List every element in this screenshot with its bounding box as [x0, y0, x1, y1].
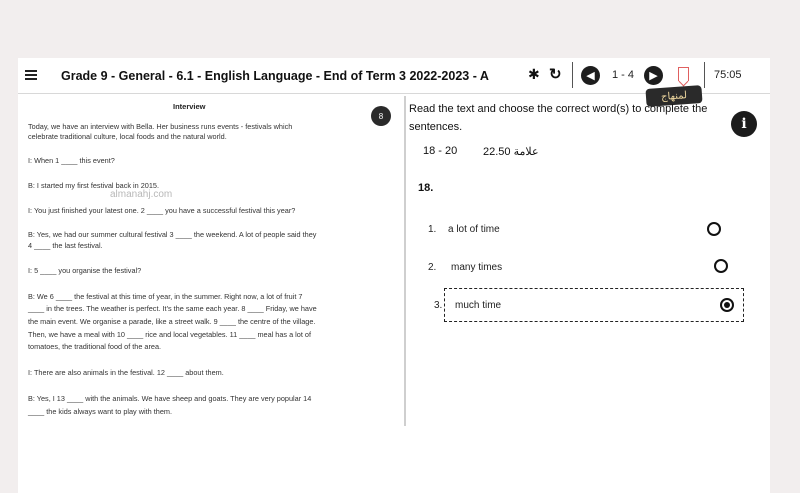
toolbar-divider: [704, 62, 705, 88]
option-label[interactable]: a lot of time: [448, 224, 500, 235]
option-number: 2.: [428, 262, 437, 273]
passage-line: 4 ____ the last festival.: [28, 241, 103, 250]
pane-divider[interactable]: [404, 96, 406, 426]
passage-line: tomatoes, the traditional food of the area.: [28, 342, 162, 351]
option-number: 3.: [434, 300, 443, 311]
exam-title: Grade 9 - General - 6.1 - English Language - End of Term 3 2022-2023 - A: [61, 69, 489, 83]
timer: 75:05: [714, 69, 742, 81]
option-radio[interactable]: [707, 222, 721, 236]
reading-passage: [20, 96, 400, 426]
option-radio-selected[interactable]: [720, 298, 734, 312]
toolbar-divider: [572, 62, 573, 88]
bookmark-icon[interactable]: [678, 67, 689, 81]
passage-line: I: 5 ____ you organise the festival?: [28, 266, 142, 275]
watermark-site: almanahj.com: [110, 189, 173, 200]
option-radio[interactable]: [714, 259, 728, 273]
passage-line: I: There are also animals in the festival. 12 ____ about them.: [28, 368, 224, 377]
marks-range: 18 - 20: [423, 145, 458, 157]
info-icon[interactable]: i: [731, 111, 757, 137]
passage-line: B: Yes, I 13 ____ with the animals. We have sheep and goats. They are very popular 14: [28, 394, 312, 403]
option-label[interactable]: many times: [451, 262, 503, 273]
passage-line: ____ in the trees. The weather is perfect. It's the same each year. 8 ____ Friday, we have: [28, 304, 317, 313]
passage-line: Today, we have an interview with Bella. Her business runs events - festivals which: [28, 122, 293, 131]
next-icon[interactable]: ▶: [644, 66, 663, 85]
question-number: 18.: [418, 182, 434, 194]
refresh-icon[interactable]: ↻: [549, 66, 562, 83]
passage-line: B: Yes, we had our summer cultural festival 3 ____ the weekend. A lot of people said they: [28, 230, 317, 239]
passage-line: I: You just finished your latest one. 2 ____ you have a successful festival this year?: [28, 206, 296, 215]
passage-line: ____ the kids always want to play with them.: [28, 407, 172, 416]
option-number: 1.: [428, 224, 437, 235]
menu-icon[interactable]: [25, 70, 37, 80]
passage-line: I: When 1 ____ this event?: [28, 156, 115, 165]
passage-line: celebrate traditional culture, local foods and the natural world.: [28, 132, 227, 141]
question-instruction: Read the text and choose the correct word(s) to complete the sentences.: [409, 103, 708, 133]
prev-icon[interactable]: ◀: [581, 66, 600, 85]
passage-line: Then, we have a meal with 10 ____ rice and local vegetables. 11 ____ meal has a lot of: [28, 330, 312, 339]
page-indicator: 1 - 4: [612, 69, 635, 81]
option-label[interactable]: much time: [455, 300, 502, 311]
passage-line: B: I started my first festival back in 2015.: [28, 181, 159, 190]
passage-line: the main event. We organise a parade, like a street walk. 9 ____ the centre of the village.: [28, 317, 316, 326]
passage-line: B: We 6 ____ the festival at this time of year, in the summer. Right now, a lot of fruit 7: [28, 292, 303, 301]
passage-heading: Interview: [173, 102, 206, 111]
watermark-badge: لمنهاج: [645, 85, 702, 107]
passage-badge: 8: [371, 106, 391, 126]
marks-value: 22.50 علامة: [483, 146, 539, 158]
gear-icon[interactable]: ✱: [528, 66, 540, 82]
